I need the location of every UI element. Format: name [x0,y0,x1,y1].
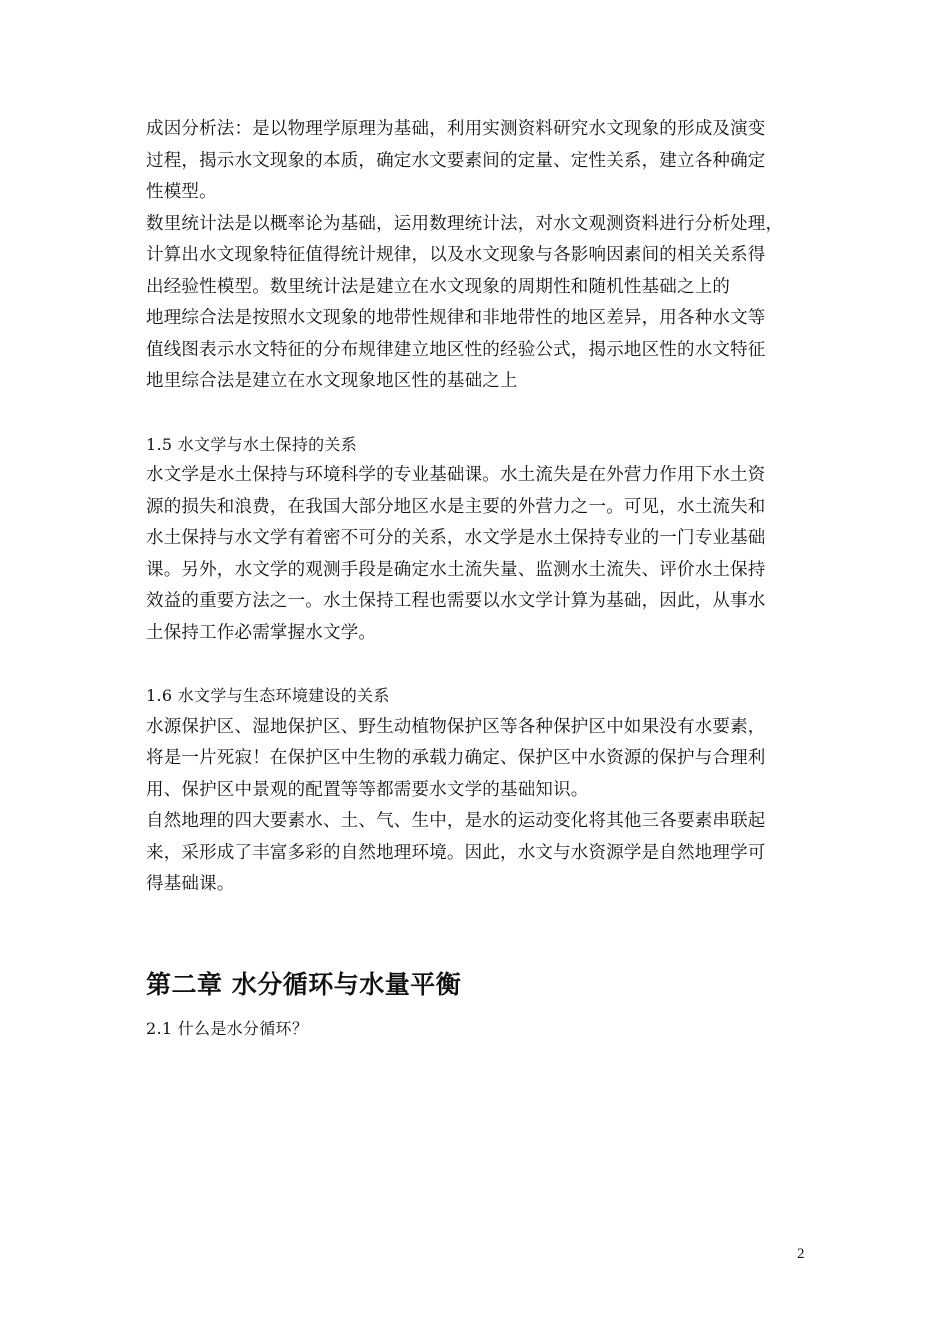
text-line: 水土保持与水文学有着密不可分的关系，水文学是水土保持专业的一门专业基础 [146,528,766,548]
paragraph-causal-analysis [146,114,808,209]
paragraph-soil-conservation [146,460,808,649]
text-line: 水文学是水土保持与环境科学的专业基础课。水土流失是在外营力作用下水土资 [146,465,766,485]
text-line: 性模型。 [146,182,217,202]
text-line: 计算出水文现象特征值得统计规律，以及水文现象与各影响因素间的相关关系得 [146,245,766,265]
blank-space [146,901,808,963]
chapter-title: 第二章 水分循环与水量平衡 [146,969,462,999]
text-line: 出经验性模型。数里统计法是建立在水文现象的周期性和随机性基础之上的 [146,276,731,297]
text-line: 水源保护区、湿地保护区、野生动植物保护区等各种保护区中如果没有水要素， [146,716,766,737]
text-line: 值线图表示水文特征的分布规律建立地区性的经验公式，揭示地区性的水文特征 [146,339,766,360]
paragraph-protected-areas [146,712,808,807]
page-number: 2 [797,1246,805,1262]
text-line: 效益的重要方法之一。水土保持工程也需要以水文学计算为基础，因此，从事水 [146,591,766,611]
paragraph-statistical-method [146,209,808,304]
text-line: 土保持工作必需掌握水文学。 [146,622,377,643]
paragraph-geographic-method [146,303,808,398]
text-line: 自然地理的四大要素水、土、气、生中，是水的运动变化将其他三各要素串联起 [146,811,766,831]
text-line: 课。另外，水文学的观测手段是确定水土流失量、监测水土流失、评价水土保持 [146,559,766,580]
text-line: 地理综合法是按照水文现象的地带性规律和非地带性的地区差异，用各种水文等 [146,308,766,328]
paragraph-natural-geography [146,806,808,901]
section-heading-1-6: 1.6 水文学与生态环境建设的关系 [146,686,390,705]
text-line: 过程，揭示水文现象的本质，确定水文要素间的定量、定性关系，建立各种确定 [146,150,766,171]
page-content [146,114,808,1044]
section-heading-1-5: 1.5 水文学与水土保持的关系 [146,434,358,454]
text-line: 得基础课。 [146,874,235,894]
text-line: 将是一片死寂！在保护区中生物的承载力确定、保护区中水资源的保护与合理利 [146,748,766,768]
blank-line [146,398,808,429]
text-line: 数里统计法是以概率论为基础，运用数理统计法，对水文观测资料进行分析处理， [146,213,784,234]
text-line: 来，采形成了丰富多彩的自然地理环境。因此，水文与水资源学是自然地理学可 [146,842,766,863]
text-line: 地里综合法是建立在水文现象地区性的基础之上 [146,371,518,391]
text-line: 成因分析法：是以物理学原理为基础，利用实测资料研究水文现象的形成及演变 [146,119,766,139]
blank-line [146,649,808,680]
text-line: 用、保护区中景观的配置等等都需要水文学的基础知识。 [146,779,589,800]
text-line: 源的损失和浪费，在我国大部分地区水是主要的外营力之一。可见，水土流失和 [146,496,766,517]
section-heading-2-1: 2.1 什么是水分循环？ [146,1018,309,1038]
